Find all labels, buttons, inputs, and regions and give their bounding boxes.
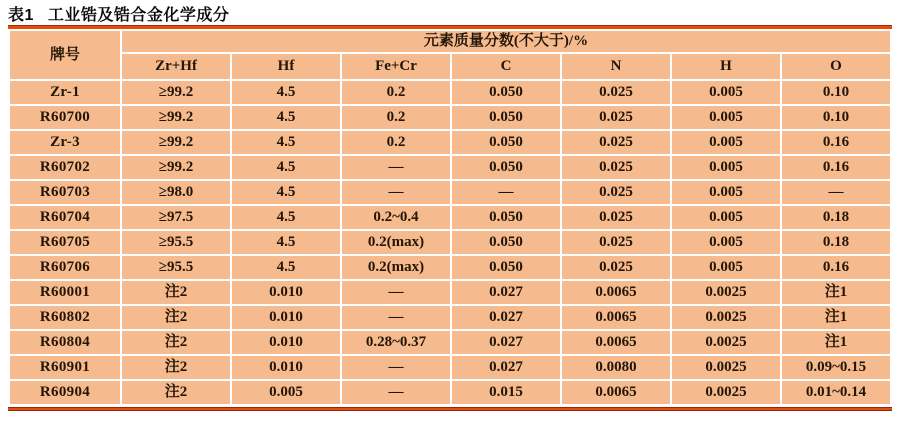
value-cell: 0.0025 (672, 306, 780, 329)
grade-cell: R60703 (10, 181, 120, 204)
value-cell: 0.16 (782, 131, 890, 154)
value-cell: 0.050 (452, 81, 560, 104)
value-cell: ≥98.0 (122, 181, 230, 204)
value-cell: 0.027 (452, 281, 560, 304)
value-cell: 0.10 (782, 106, 890, 129)
value-cell: 4.5 (232, 81, 340, 104)
value-cell: 0.025 (562, 131, 670, 154)
table-caption: 工业锆及锆合金化学成分 (47, 7, 230, 24)
grade-cell: R60901 (10, 356, 120, 379)
value-cell: 注1 (782, 306, 890, 329)
table-number-label: 表1 (8, 7, 34, 24)
grade-column-header: 牌号 (10, 31, 120, 79)
grade-cell: R60705 (10, 231, 120, 254)
column-header-c: C (452, 54, 560, 79)
column-header-h: H (672, 54, 780, 79)
value-cell: 0.0065 (562, 281, 670, 304)
table-bottom-rule (8, 407, 892, 411)
value-cell: 4.5 (232, 181, 340, 204)
value-cell: 0.025 (562, 156, 670, 179)
element-header-row (10, 54, 890, 79)
value-cell: 0.027 (452, 331, 560, 354)
table-row (10, 106, 890, 129)
table-row (10, 231, 890, 254)
value-cell: 0.050 (452, 156, 560, 179)
value-cell: 0.010 (232, 331, 340, 354)
composition-table (8, 29, 892, 406)
group-header-row (10, 31, 890, 52)
value-cell: 0.18 (782, 231, 890, 254)
table-row (10, 331, 890, 354)
value-cell: — (342, 156, 450, 179)
grade-cell: R60702 (10, 156, 120, 179)
column-header-hf: Hf (232, 54, 340, 79)
value-cell: 0.2 (342, 106, 450, 129)
value-cell: 0.2 (342, 81, 450, 104)
grade-cell: R60704 (10, 206, 120, 229)
value-cell: ≥95.5 (122, 231, 230, 254)
value-cell: 4.5 (232, 106, 340, 129)
value-cell: 注2 (122, 381, 230, 404)
table-row (10, 381, 890, 404)
value-cell: 4.5 (232, 256, 340, 279)
value-cell: 0.2 (342, 131, 450, 154)
element-group-header: 元素质量分数(不大于)/% (122, 31, 890, 52)
value-cell: ≥95.5 (122, 256, 230, 279)
value-cell: 0.01~0.14 (782, 381, 890, 404)
value-cell: 0.050 (452, 106, 560, 129)
value-cell: 0.025 (562, 106, 670, 129)
grade-cell: Zr-3 (10, 131, 120, 154)
value-cell: ≥99.2 (122, 106, 230, 129)
value-cell: — (342, 281, 450, 304)
value-cell: 4.5 (232, 131, 340, 154)
value-cell: ≥99.2 (122, 131, 230, 154)
value-cell: 注2 (122, 356, 230, 379)
value-cell: 0.0025 (672, 281, 780, 304)
value-cell: — (452, 181, 560, 204)
value-cell: 0.18 (782, 206, 890, 229)
table-row (10, 256, 890, 279)
value-cell: 0.027 (452, 306, 560, 329)
value-cell: 0.005 (672, 156, 780, 179)
value-cell: 0.025 (562, 81, 670, 104)
table-row (10, 156, 890, 179)
column-header-zr-hf: Zr+Hf (122, 54, 230, 79)
value-cell: 0.0025 (672, 331, 780, 354)
table-header (10, 31, 890, 79)
table-row (10, 306, 890, 329)
value-cell: 0.005 (232, 381, 340, 404)
value-cell: 注2 (122, 306, 230, 329)
value-cell: 0.16 (782, 256, 890, 279)
grade-cell: R60700 (10, 106, 120, 129)
value-cell: 0.10 (782, 81, 890, 104)
value-cell: 注2 (122, 331, 230, 354)
value-cell: 0.025 (562, 256, 670, 279)
column-header-fe-cr: Fe+Cr (342, 54, 450, 79)
value-cell: 注1 (782, 331, 890, 354)
value-cell: — (342, 181, 450, 204)
value-cell: 注2 (122, 281, 230, 304)
value-cell: 0.2(max) (342, 256, 450, 279)
value-cell: — (782, 181, 890, 204)
table-row (10, 206, 890, 229)
grade-cell: R60706 (10, 256, 120, 279)
value-cell: 0.2(max) (342, 231, 450, 254)
table-row (10, 181, 890, 204)
table-body (10, 81, 890, 404)
value-cell: 0.050 (452, 131, 560, 154)
value-cell: — (342, 381, 450, 404)
value-cell: 0.0080 (562, 356, 670, 379)
grade-cell: R60804 (10, 331, 120, 354)
value-cell: ≥99.2 (122, 81, 230, 104)
value-cell: 0.010 (232, 306, 340, 329)
value-cell: ≥99.2 (122, 156, 230, 179)
grade-cell: R60904 (10, 381, 120, 404)
table-row (10, 81, 890, 104)
table-row (10, 281, 890, 304)
value-cell: 0.28~0.37 (342, 331, 450, 354)
value-cell: 0.005 (672, 131, 780, 154)
value-cell: 0.0025 (672, 356, 780, 379)
value-cell: 0.010 (232, 356, 340, 379)
value-cell: 0.2~0.4 (342, 206, 450, 229)
grade-cell: Zr-1 (10, 81, 120, 104)
value-cell: 0.09~0.15 (782, 356, 890, 379)
value-cell: 0.005 (672, 231, 780, 254)
value-cell: 4.5 (232, 206, 340, 229)
value-cell: 0.005 (672, 181, 780, 204)
value-cell: 4.5 (232, 231, 340, 254)
value-cell: 0.015 (452, 381, 560, 404)
value-cell: 0.16 (782, 156, 890, 179)
value-cell: 4.5 (232, 156, 340, 179)
value-cell: 0.0065 (562, 381, 670, 404)
value-cell: 0.005 (672, 106, 780, 129)
value-cell: 0.050 (452, 231, 560, 254)
value-cell: — (342, 356, 450, 379)
table-title (8, 2, 229, 25)
column-header-o: O (782, 54, 890, 79)
grade-cell: R60001 (10, 281, 120, 304)
grade-cell: R60802 (10, 306, 120, 329)
value-cell: 0.025 (562, 181, 670, 204)
value-cell: 0.005 (672, 206, 780, 229)
column-header-n: N (562, 54, 670, 79)
value-cell: 0.0065 (562, 331, 670, 354)
value-cell: 0.027 (452, 356, 560, 379)
value-cell: 0.0025 (672, 381, 780, 404)
value-cell: ≥97.5 (122, 206, 230, 229)
value-cell: 0.005 (672, 256, 780, 279)
value-cell: 注1 (782, 281, 890, 304)
value-cell: 0.010 (232, 281, 340, 304)
table-row (10, 131, 890, 154)
value-cell: 0.050 (452, 206, 560, 229)
value-cell: 0.025 (562, 231, 670, 254)
value-cell: 0.0065 (562, 306, 670, 329)
value-cell: 0.025 (562, 206, 670, 229)
value-cell: — (342, 306, 450, 329)
table-row (10, 356, 890, 379)
value-cell: 0.050 (452, 256, 560, 279)
value-cell: 0.005 (672, 81, 780, 104)
